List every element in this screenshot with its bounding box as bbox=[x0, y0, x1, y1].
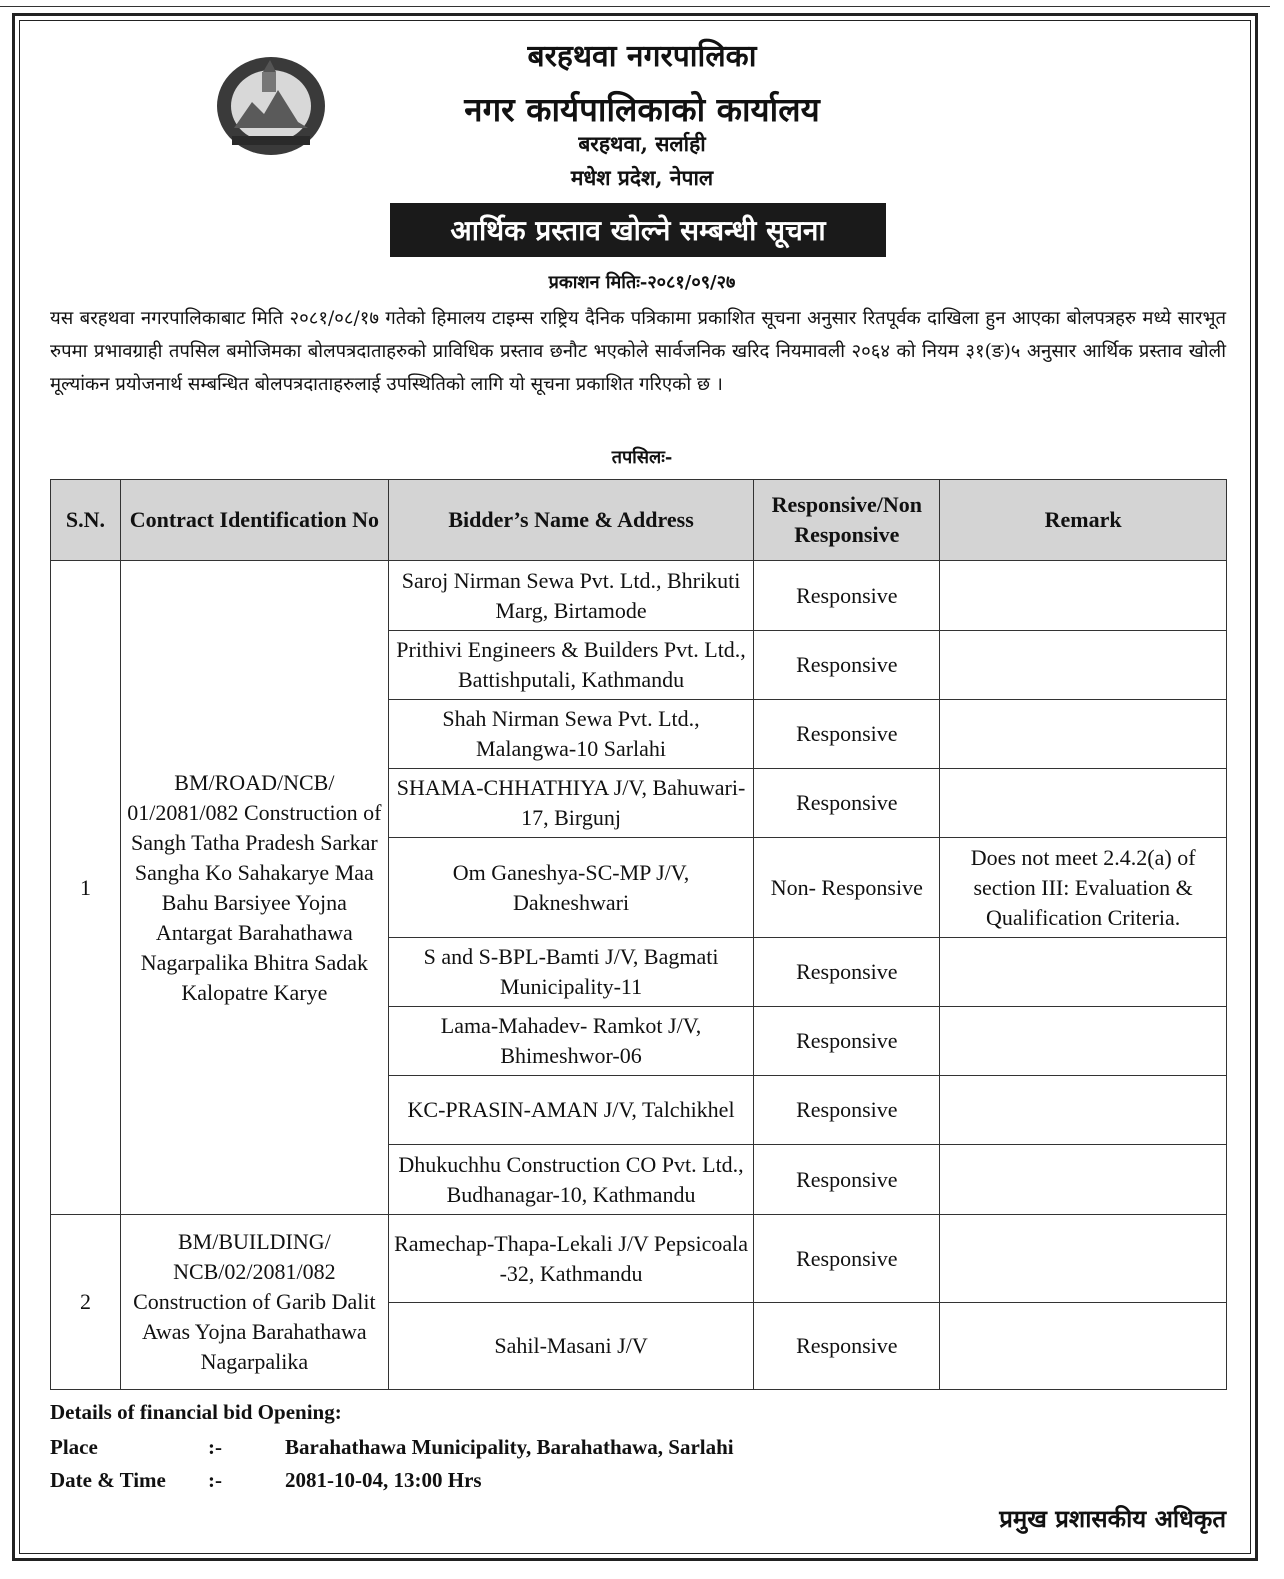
top-rule bbox=[0, 6, 1270, 7]
sn-cell: 2 bbox=[51, 1215, 121, 1390]
bidder-cell: Saroj Nirman Sewa Pvt. Ltd., Bhrikuti Marg, Birtamode bbox=[388, 561, 754, 631]
place-value: Barahathawa Municipality, Barahathawa, Sarlahi bbox=[285, 1435, 734, 1459]
bidder-cell: SHAMA-CHHATHIYA J/V, Bahuwari-17, Birgunj bbox=[388, 769, 754, 838]
publication-date: प्रकाशन मितिः-२०८१/०९/२७ bbox=[548, 272, 736, 293]
place-separator: :- bbox=[208, 1435, 222, 1459]
bidder-cell: Lama-Mahadev- Ramkot J/V, Bhimeshwor-06 bbox=[388, 1007, 754, 1076]
details-title: Details of financial bid Opening: bbox=[50, 1400, 342, 1424]
remark-cell bbox=[940, 1145, 1227, 1215]
details-datetime-row bbox=[50, 1464, 734, 1497]
contract-id-cell: BM/BUILDING/ NCB/02/2081/082 Construction of Garib Dalit Awas Yojna Barahathawa Nagarpalika bbox=[120, 1215, 388, 1390]
bidder-cell: S and S-BPL-Bamti J/V, Bagmati Municipality-11 bbox=[388, 938, 754, 1007]
intro-paragraph: यस बरहथवा नगरपालिकाबाट मिति २०८१/०८/१७ गतेको हिमालय टाइम्स राष्ट्रिय दैनिक पत्रिकामा प्रकाशित सूचना अनुसार रितपूर्वक दाखिला हुन आएका बोलपत्रहरु मध्ये सारभूत रुपमा प्रभावग्राही तपसिल बमोजिमका बोलपत्रदाताहरुको प्राविधिक प्रस्ताव छनौट भएकोले सार्वजनिक खरिद नियमावली २०६४ को नियम ३१(ङ)५ अनुसार आर्थिक प्रस्ताव खोली मूल्यांकन प्रयोजनार्थ सम्बन्धित बोलपत्रदाताहरुलाई उपस्थितिको लागि यो सूचना प्रकाशित गरिएको छ । bbox=[50, 308, 1226, 395]
sn-cell: 1 bbox=[51, 561, 121, 1215]
remark-cell bbox=[940, 561, 1227, 631]
table-header-row bbox=[51, 480, 1227, 561]
datetime-label: Date & Time bbox=[50, 1468, 166, 1492]
schedule-label: तपसिलः- bbox=[611, 447, 673, 468]
datetime-separator: :- bbox=[208, 1468, 222, 1492]
table-row bbox=[51, 561, 1227, 631]
remark-cell bbox=[940, 631, 1227, 700]
office-name: नगर कार्यपालिकाको कार्यालय bbox=[464, 90, 820, 129]
header-contract-id: Contract Identification No bbox=[120, 480, 388, 561]
signature-title: प्रमुख प्रशासकीय अधिकृत bbox=[999, 1504, 1226, 1533]
bidder-cell: Sahil-Masani J/V bbox=[388, 1303, 754, 1390]
header-bidder: Bidder’s Name & Address bbox=[388, 480, 754, 561]
office-location: बरहथवा, सर्लाही bbox=[578, 131, 706, 156]
contract-id-cell: BM/ROAD/NCB/ 01/2081/082 Construction of Sangh Tatha Pradesh Sarkar Sangha Ko Sahakarye Maa Bahu Barsiyee Yojna Antargat Barahathawa Nagarpalika Bhitra Sadak Kalopatre Karye bbox=[120, 561, 388, 1215]
status-cell: Responsive bbox=[754, 769, 940, 838]
datetime-value: 2081-10-04, 13:00 Hrs bbox=[285, 1468, 482, 1492]
bidder-cell: Ramechap-Thapa-Lekali J/V Pepsicoala -32, Kathmandu bbox=[388, 1215, 754, 1303]
remark-cell bbox=[940, 700, 1227, 769]
status-cell: Responsive bbox=[754, 1215, 940, 1303]
remark-cell bbox=[940, 1076, 1227, 1145]
bidder-cell: Shah Nirman Sewa Pvt. Ltd., Malangwa-10 Sarlahi bbox=[388, 700, 754, 769]
office-province: मधेश प्रदेश, नेपाल bbox=[570, 165, 714, 190]
header-sn: S.N. bbox=[51, 480, 121, 561]
notice-title: आर्थिक प्रस्ताव खोल्ने सम्बन्धी सूचना bbox=[450, 214, 826, 247]
status-cell: Responsive bbox=[754, 938, 940, 1007]
header-responsive: Responsive/Non Responsive bbox=[754, 480, 940, 561]
status-cell: Responsive bbox=[754, 700, 940, 769]
bidder-cell: Om Ganeshya-SC-MP J/V, Dakneshwari bbox=[388, 838, 754, 938]
place-label: Place bbox=[50, 1435, 98, 1459]
status-cell: Responsive bbox=[754, 631, 940, 700]
bidder-cell: KC-PRASIN-AMAN J/V, Talchikhel bbox=[388, 1076, 754, 1145]
status-cell: Responsive bbox=[754, 561, 940, 631]
remark-cell bbox=[940, 769, 1227, 838]
bid-evaluation-table bbox=[50, 479, 1227, 1390]
remark-cell bbox=[940, 1303, 1227, 1390]
header-remark: Remark bbox=[940, 480, 1227, 561]
status-cell: Responsive bbox=[754, 1303, 940, 1390]
details-place-row bbox=[50, 1431, 734, 1464]
notice-title-banner bbox=[390, 203, 886, 257]
remark-cell: Does not meet 2.4.2(a) of section III: Evaluation & Qualification Criteria. bbox=[940, 838, 1227, 938]
status-cell: Responsive bbox=[754, 1007, 940, 1076]
table-row bbox=[51, 1215, 1227, 1303]
municipality-name: बरहथवा नगरपालिका bbox=[527, 39, 757, 74]
remark-cell bbox=[940, 1007, 1227, 1076]
status-cell: Non- Responsive bbox=[754, 838, 940, 938]
bidder-cell: Prithivi Engineers & Builders Pvt. Ltd., Battishputali, Kathmandu bbox=[388, 631, 754, 700]
status-cell: Responsive bbox=[754, 1145, 940, 1215]
status-cell: Responsive bbox=[754, 1076, 940, 1145]
remark-cell bbox=[940, 938, 1227, 1007]
remark-cell bbox=[940, 1215, 1227, 1303]
bidder-cell: Dhukuchhu Construction CO Pvt. Ltd., Budhanagar-10, Kathmandu bbox=[388, 1145, 754, 1215]
financial-bid-details bbox=[50, 1400, 734, 1497]
